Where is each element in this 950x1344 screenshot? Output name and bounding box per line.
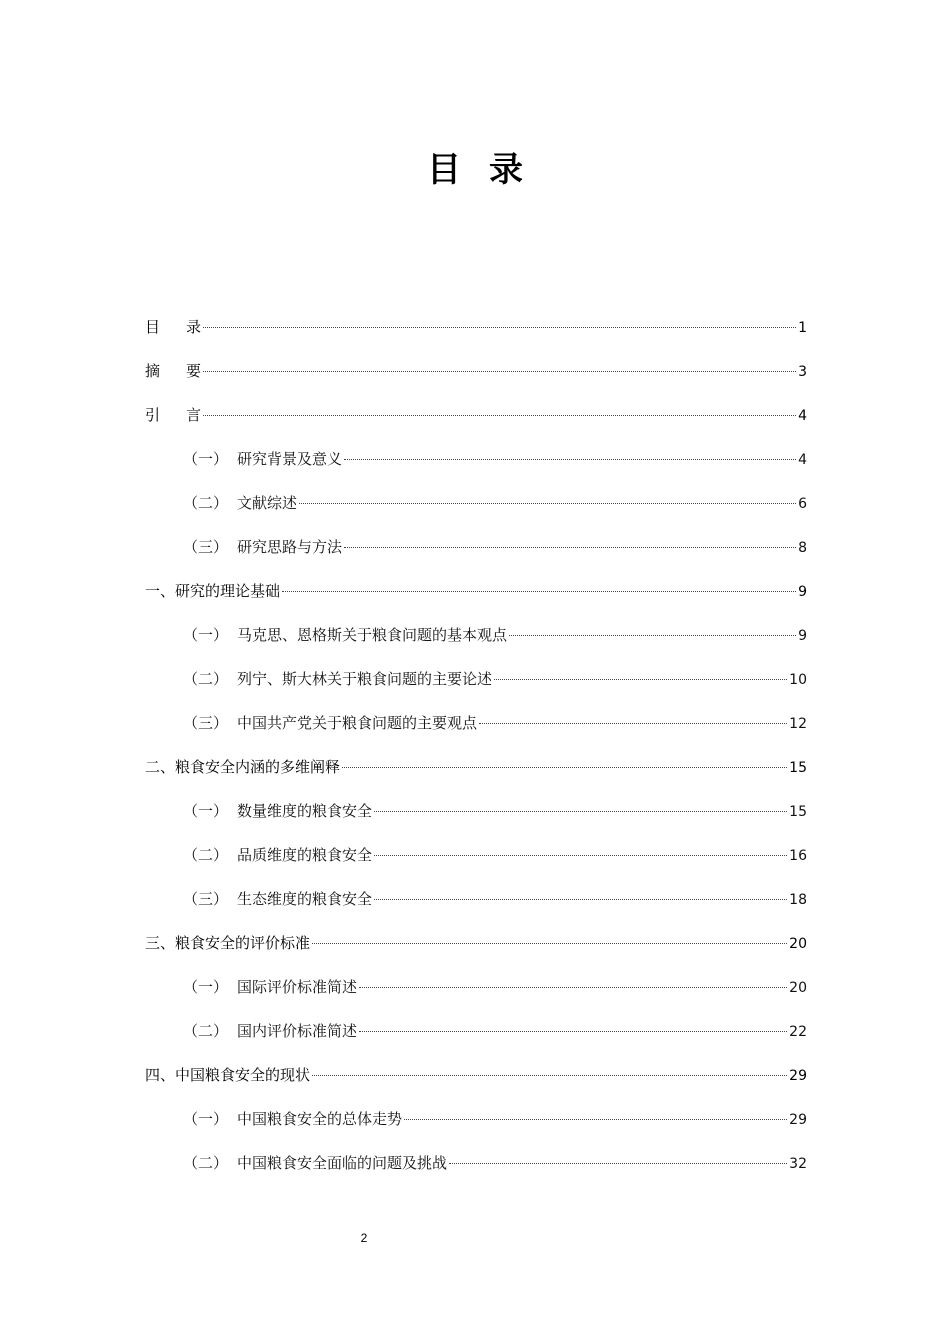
toc-entry-page: 4 <box>798 452 807 468</box>
toc-entry-title: 国际评价标准简述 <box>237 978 358 996</box>
toc-entry[interactable] <box>145 1152 807 1196</box>
toc-entry[interactable] <box>145 844 807 888</box>
dot-leader <box>494 679 787 680</box>
dot-leader <box>479 723 787 724</box>
dot-leader <box>359 1031 787 1032</box>
dot-leader <box>374 811 787 812</box>
toc-entry[interactable] <box>145 668 807 712</box>
toc-entry-title: 列宁、斯大林关于粮食问题的主要论述 <box>237 670 493 688</box>
toc-entry-introduction[interactable] <box>145 404 807 448</box>
toc-entry-number: （二） <box>183 670 229 688</box>
toc-entry[interactable] <box>145 976 807 1020</box>
toc-entry-title: 中国粮食安全面临的问题及挑战 <box>237 1154 448 1172</box>
toc-entry-title: 马克思、恩格斯关于粮食问题的基本观点 <box>237 626 508 644</box>
toc-entry-page: 12 <box>789 716 807 732</box>
toc-entry-number: （二） <box>183 1154 229 1172</box>
toc-entry-title: 引言 <box>145 406 228 424</box>
dot-leader <box>203 327 796 328</box>
dot-leader <box>374 855 787 856</box>
toc-entry-title: 文献综述 <box>237 494 298 512</box>
dot-leader <box>299 503 796 504</box>
toc-entry-number: （一） <box>183 1110 229 1128</box>
toc-entry[interactable] <box>145 712 807 756</box>
toc-entry-page: 29 <box>789 1112 807 1128</box>
dot-leader <box>359 987 787 988</box>
toc-entry[interactable] <box>145 1020 807 1064</box>
dot-leader <box>203 371 796 372</box>
page-title: 目录 <box>427 150 551 190</box>
toc-entry-title: 国内评价标准简述 <box>237 1022 358 1040</box>
page-number: 2 <box>360 1231 368 1245</box>
toc-entry[interactable] <box>145 888 807 932</box>
toc-entry-number: （三） <box>183 538 229 556</box>
dot-leader <box>203 415 796 416</box>
toc-entry-chapter[interactable] <box>145 756 807 800</box>
dot-leader <box>282 591 796 592</box>
dot-leader <box>509 635 796 636</box>
toc-entry[interactable] <box>145 1108 807 1152</box>
toc-entry-page: 18 <box>789 892 807 908</box>
toc-entry-page: 10 <box>789 672 807 688</box>
toc-entry-title: 研究背景及意义 <box>237 450 343 468</box>
toc-entry[interactable] <box>145 800 807 844</box>
table-of-contents <box>145 316 807 1196</box>
toc-entry-title: 生态维度的粮食安全 <box>237 890 373 908</box>
dot-leader <box>344 459 796 460</box>
toc-entry-page: 32 <box>789 1156 807 1172</box>
toc-entry-page: 29 <box>789 1068 807 1084</box>
toc-entry-number: （一） <box>183 802 229 820</box>
dot-leader <box>312 1075 787 1076</box>
toc-entry-number: （三） <box>183 714 229 732</box>
dot-leader <box>344 547 796 548</box>
toc-entry-page: 15 <box>789 760 807 776</box>
toc-entry-page: 22 <box>789 1024 807 1040</box>
toc-entry-title: 中国共产党关于粮食问题的主要观点 <box>237 714 478 732</box>
toc-entry-contents[interactable] <box>145 316 807 360</box>
toc-entry-title: 目录 <box>145 318 228 336</box>
toc-entry-page: 9 <box>798 628 807 644</box>
toc-entry-chapter[interactable] <box>145 932 807 976</box>
toc-entry-page: 20 <box>789 936 807 952</box>
toc-entry-title: 一、研究的理论基础 <box>145 582 281 600</box>
toc-entry-title: 三、粮食安全的评价标准 <box>145 934 311 952</box>
toc-entry-number: （二） <box>183 494 229 512</box>
dot-leader <box>449 1163 787 1164</box>
dot-leader <box>342 767 787 768</box>
toc-entry[interactable] <box>145 492 807 536</box>
toc-entry-page: 3 <box>798 364 807 380</box>
toc-entry-title: 二、粮食安全内涵的多维阐释 <box>145 758 341 776</box>
toc-entry-page: 16 <box>789 848 807 864</box>
toc-entry-chapter[interactable] <box>145 580 807 624</box>
toc-entry-abstract[interactable] <box>145 360 807 404</box>
toc-entry-title: 研究思路与方法 <box>237 538 343 556</box>
toc-entry-page: 20 <box>789 980 807 996</box>
toc-entry[interactable] <box>145 536 807 580</box>
toc-entry-page: 4 <box>798 408 807 424</box>
dot-leader <box>374 899 787 900</box>
toc-entry[interactable] <box>145 624 807 668</box>
dot-leader <box>312 943 787 944</box>
toc-entry-page: 8 <box>798 540 807 556</box>
toc-entry-number: （一） <box>183 978 229 996</box>
toc-entry-title: 四、中国粮食安全的现状 <box>145 1066 311 1084</box>
toc-entry-title: 数量维度的粮食安全 <box>237 802 373 820</box>
toc-entry-page: 9 <box>798 584 807 600</box>
toc-entry-title: 摘要 <box>145 362 228 380</box>
toc-entry-page: 1 <box>798 320 807 336</box>
toc-entry-title: 中国粮食安全的总体走势 <box>237 1110 403 1128</box>
toc-entry-chapter[interactable] <box>145 1064 807 1108</box>
toc-entry-number: （二） <box>183 1022 229 1040</box>
toc-entry-title: 品质维度的粮食安全 <box>237 846 373 864</box>
toc-entry[interactable] <box>145 448 807 492</box>
toc-entry-number: （一） <box>183 626 229 644</box>
toc-entry-number: （二） <box>183 846 229 864</box>
toc-entry-number: （一） <box>183 450 229 468</box>
toc-entry-page: 6 <box>798 496 807 512</box>
toc-entry-number: （三） <box>183 890 229 908</box>
dot-leader <box>404 1119 787 1120</box>
toc-entry-page: 15 <box>789 804 807 820</box>
